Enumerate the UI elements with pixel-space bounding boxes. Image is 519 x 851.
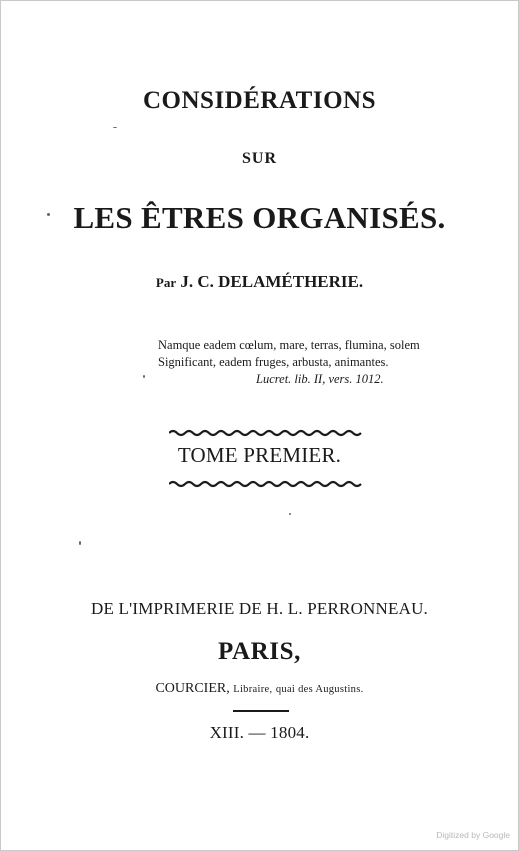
epigraph-source: Lucret. lib. II, vers. 1012. <box>256 372 384 386</box>
epigraph-line-1: Namque eadem cœlum, mare, terras, flumina, solem <box>158 338 420 352</box>
author-name: J. C. DELAMÉTHERIE. <box>180 272 364 291</box>
epigraph-line-2: Significant, eadem fruges, arbusta, animantes. <box>158 355 389 369</box>
ink-speck <box>289 513 291 515</box>
date-line: XIII. — 1804. <box>209 723 310 742</box>
ink-speck <box>113 127 117 128</box>
ink-speck <box>47 213 50 216</box>
publisher-address: quai des Augustins. <box>275 684 364 695</box>
ink-speck <box>143 375 145 378</box>
title-line-etres-organises: LES ÊTRES ORGANISÉS. <box>73 200 446 235</box>
short-rule <box>233 710 289 712</box>
wavy-rule-top <box>169 429 364 437</box>
publisher-name: COURCIER, <box>155 681 230 696</box>
author-prefix: Par <box>155 275 177 290</box>
epigraph <box>158 337 478 388</box>
volume-label: TOME PREMIER. <box>177 443 342 467</box>
author-line <box>1 272 518 292</box>
title-line-considerations: CONSIDÉRATIONS <box>143 87 376 114</box>
digitized-watermark: Digitized by Google <box>436 830 510 840</box>
publisher-role: Libraire, <box>233 684 273 695</box>
title-line-sur: SUR <box>241 150 277 167</box>
ink-speck <box>79 541 81 545</box>
wavy-rule-bottom <box>169 480 364 488</box>
printer-line: DE L'IMPRIMERIE DE H. L. PERRONNEAU. <box>90 599 429 618</box>
publisher-line <box>1 681 518 697</box>
city-line: PARIS, <box>217 638 301 665</box>
